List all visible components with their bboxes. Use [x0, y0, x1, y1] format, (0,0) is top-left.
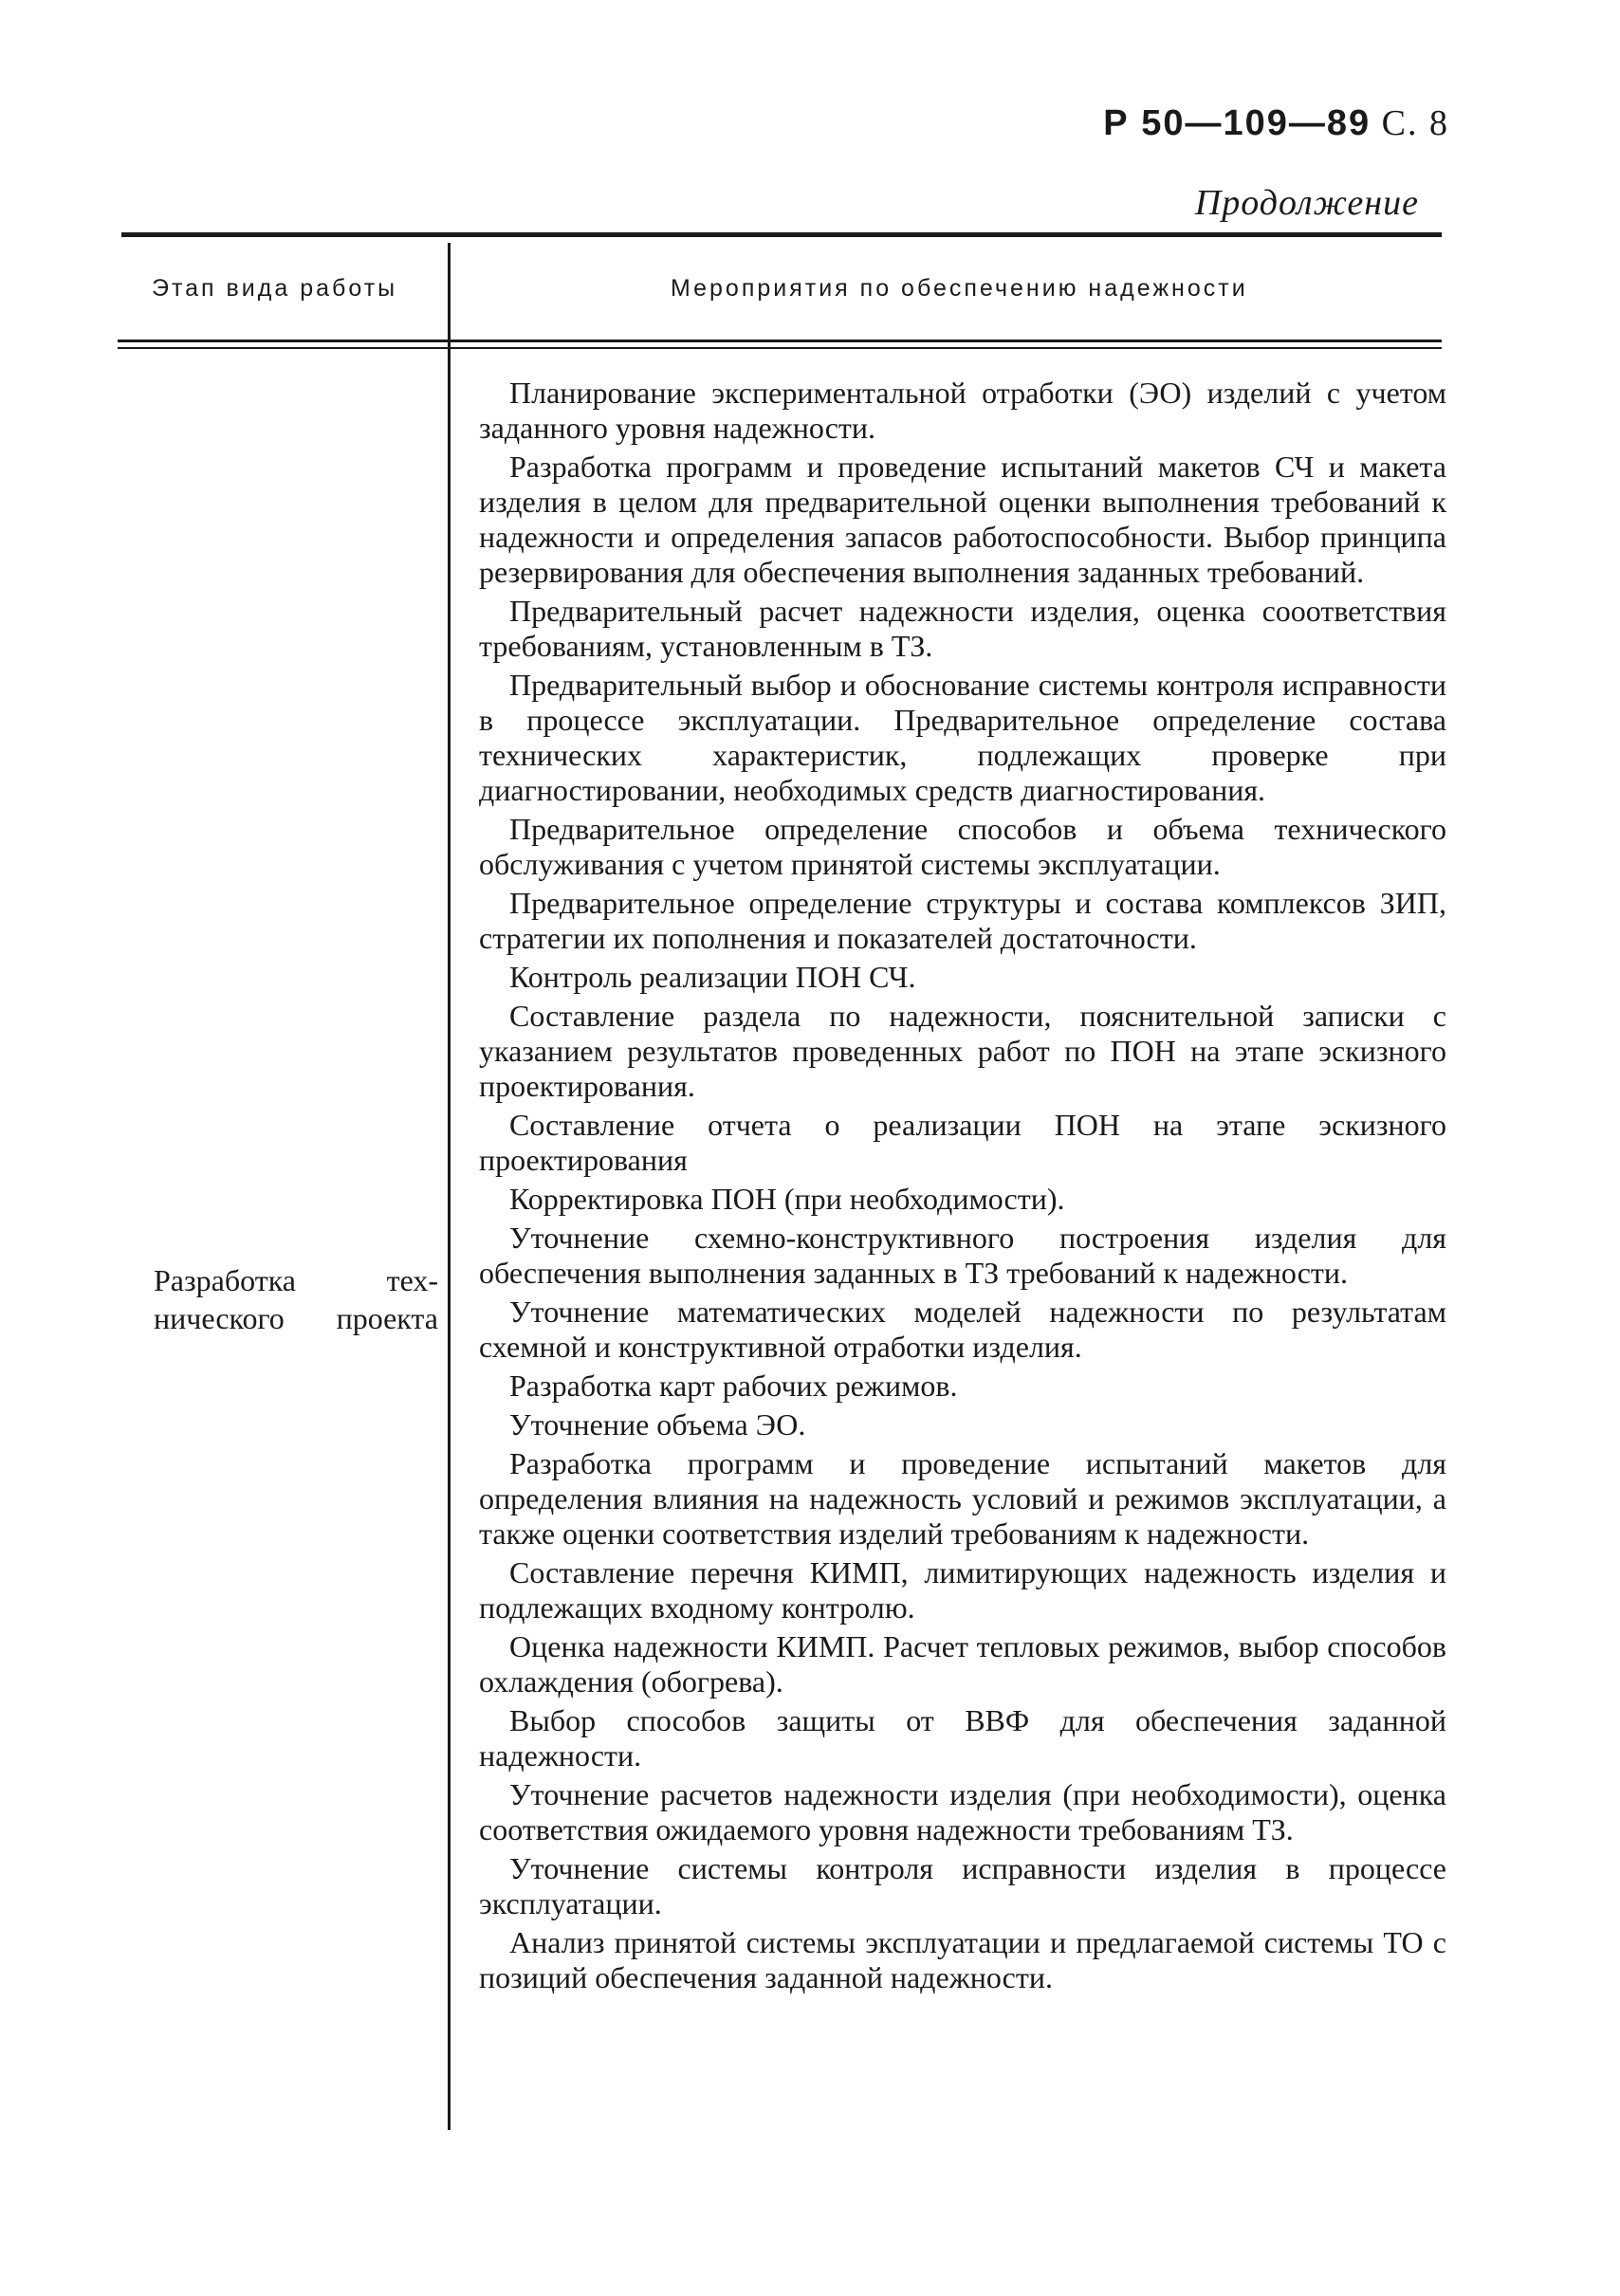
measure-item: Уточнение расчетов надежности изделия (при необходимости), оценка соответствия ожидаемого уровня надежности требованиям ТЗ. [479, 1777, 1446, 1846]
page-header [1103, 102, 1449, 144]
measure-item: Уточнение объема ЭО. [509, 1407, 806, 1442]
header-bottom-rule [118, 340, 1442, 342]
measure-item: Выбор способов защиты от ВВФ для обеспечения заданной надежности. [479, 1703, 1446, 1773]
measure-item: Уточнение математических моделей надежности по результатам схемной и конструктивной отработки изделия. [479, 1295, 1446, 1364]
measure-item: Уточнение системы контроля исправности изделия в процессе эксплуатации. [479, 1851, 1446, 1920]
column-header-stage: Этап вида работы [152, 275, 398, 302]
measure-item: Планирование экспериментальной отработки (ЭО) изделий с учетом заданного уровня надежности. [479, 376, 1446, 445]
column-divider [448, 243, 451, 2130]
stage-line-2: нического проекта [154, 1301, 438, 1335]
measure-item: Предварительное определение способов и объема технического обслуживания с учетом принятой системы эксплуатации. [479, 812, 1446, 881]
measure-item: Контроль реализации ПОН СЧ. [509, 960, 916, 994]
document-code: Р 50—109—89 [1103, 103, 1371, 143]
measure-item: Оценка надежности КИМП. Расчет тепловых режимов, выбор способов охлаждения (обогрева). [479, 1629, 1446, 1699]
header-bottom-rule-secondary [118, 347, 1442, 349]
stage-cell [154, 1261, 438, 1337]
measure-item: Разработка программ и проведение испытаний макетов СЧ и макета изделия в целом для предварительной оценки выполнения требований к надежности и определения запасов работоспособности. Выбор принципа резервирования для обеспечения выполнения заданных требований. [479, 450, 1446, 589]
measure-item: Корректировка ПОН (при необходимости). [509, 1182, 1065, 1216]
measure-item: Разработка карт рабочих режимов. [509, 1368, 958, 1403]
measure-item: Предварительный расчет надежности изделия, оценка сооответствия требованиям, установленным в ТЗ. [479, 594, 1446, 663]
column-header-measures: Мероприятия по обеспечению надежности [671, 275, 1248, 302]
measure-item: Составление раздела по надежности, пояснительной записки с указанием результатов проведенных работ по ПОН на этапе эскизного проектирования. [479, 999, 1446, 1103]
measure-item: Разработка программ и проведение испытаний макетов для определения влияния на надежность условий и режимов эксплуатации, а также оценки соответствия изделий требованиям к надежности. [479, 1446, 1446, 1551]
continuation-label: Продолжение [1194, 183, 1419, 223]
measure-item: Анализ принятой системы эксплуатации и предлагаемой системы ТО с позиций обеспечения заданной надежности. [479, 1925, 1446, 1994]
table-top-rule [121, 232, 1442, 237]
measure-item: Уточнение схемно-конструктивного построения изделия для обеспечения выполнения заданных в ТЗ требований к надежности. [479, 1221, 1446, 1290]
measures-cell [479, 376, 1446, 1999]
measure-item: Составление перечня КИМП, лимитирующих надежность изделия и подлежащих входному контролю. [479, 1555, 1446, 1625]
measure-item: Составление отчета о реализации ПОН на этапе эскизного проектирования [479, 1108, 1446, 1177]
measure-item: Предварительное определение структуры и состава комплексов ЗИП, стратегии их пополнения и показателей достаточности. [479, 886, 1446, 955]
stage-line-1: Разработка тех- [154, 1263, 438, 1297]
measure-item: Предварительный выбор и обоснование системы контроля исправности в процессе эксплуатации. Предварительное определение состава технических характеристик, подлежащих проверке при диагностировании, необходимых средств диагностирования. [479, 668, 1446, 807]
page-number: С. 8 [1381, 103, 1449, 143]
